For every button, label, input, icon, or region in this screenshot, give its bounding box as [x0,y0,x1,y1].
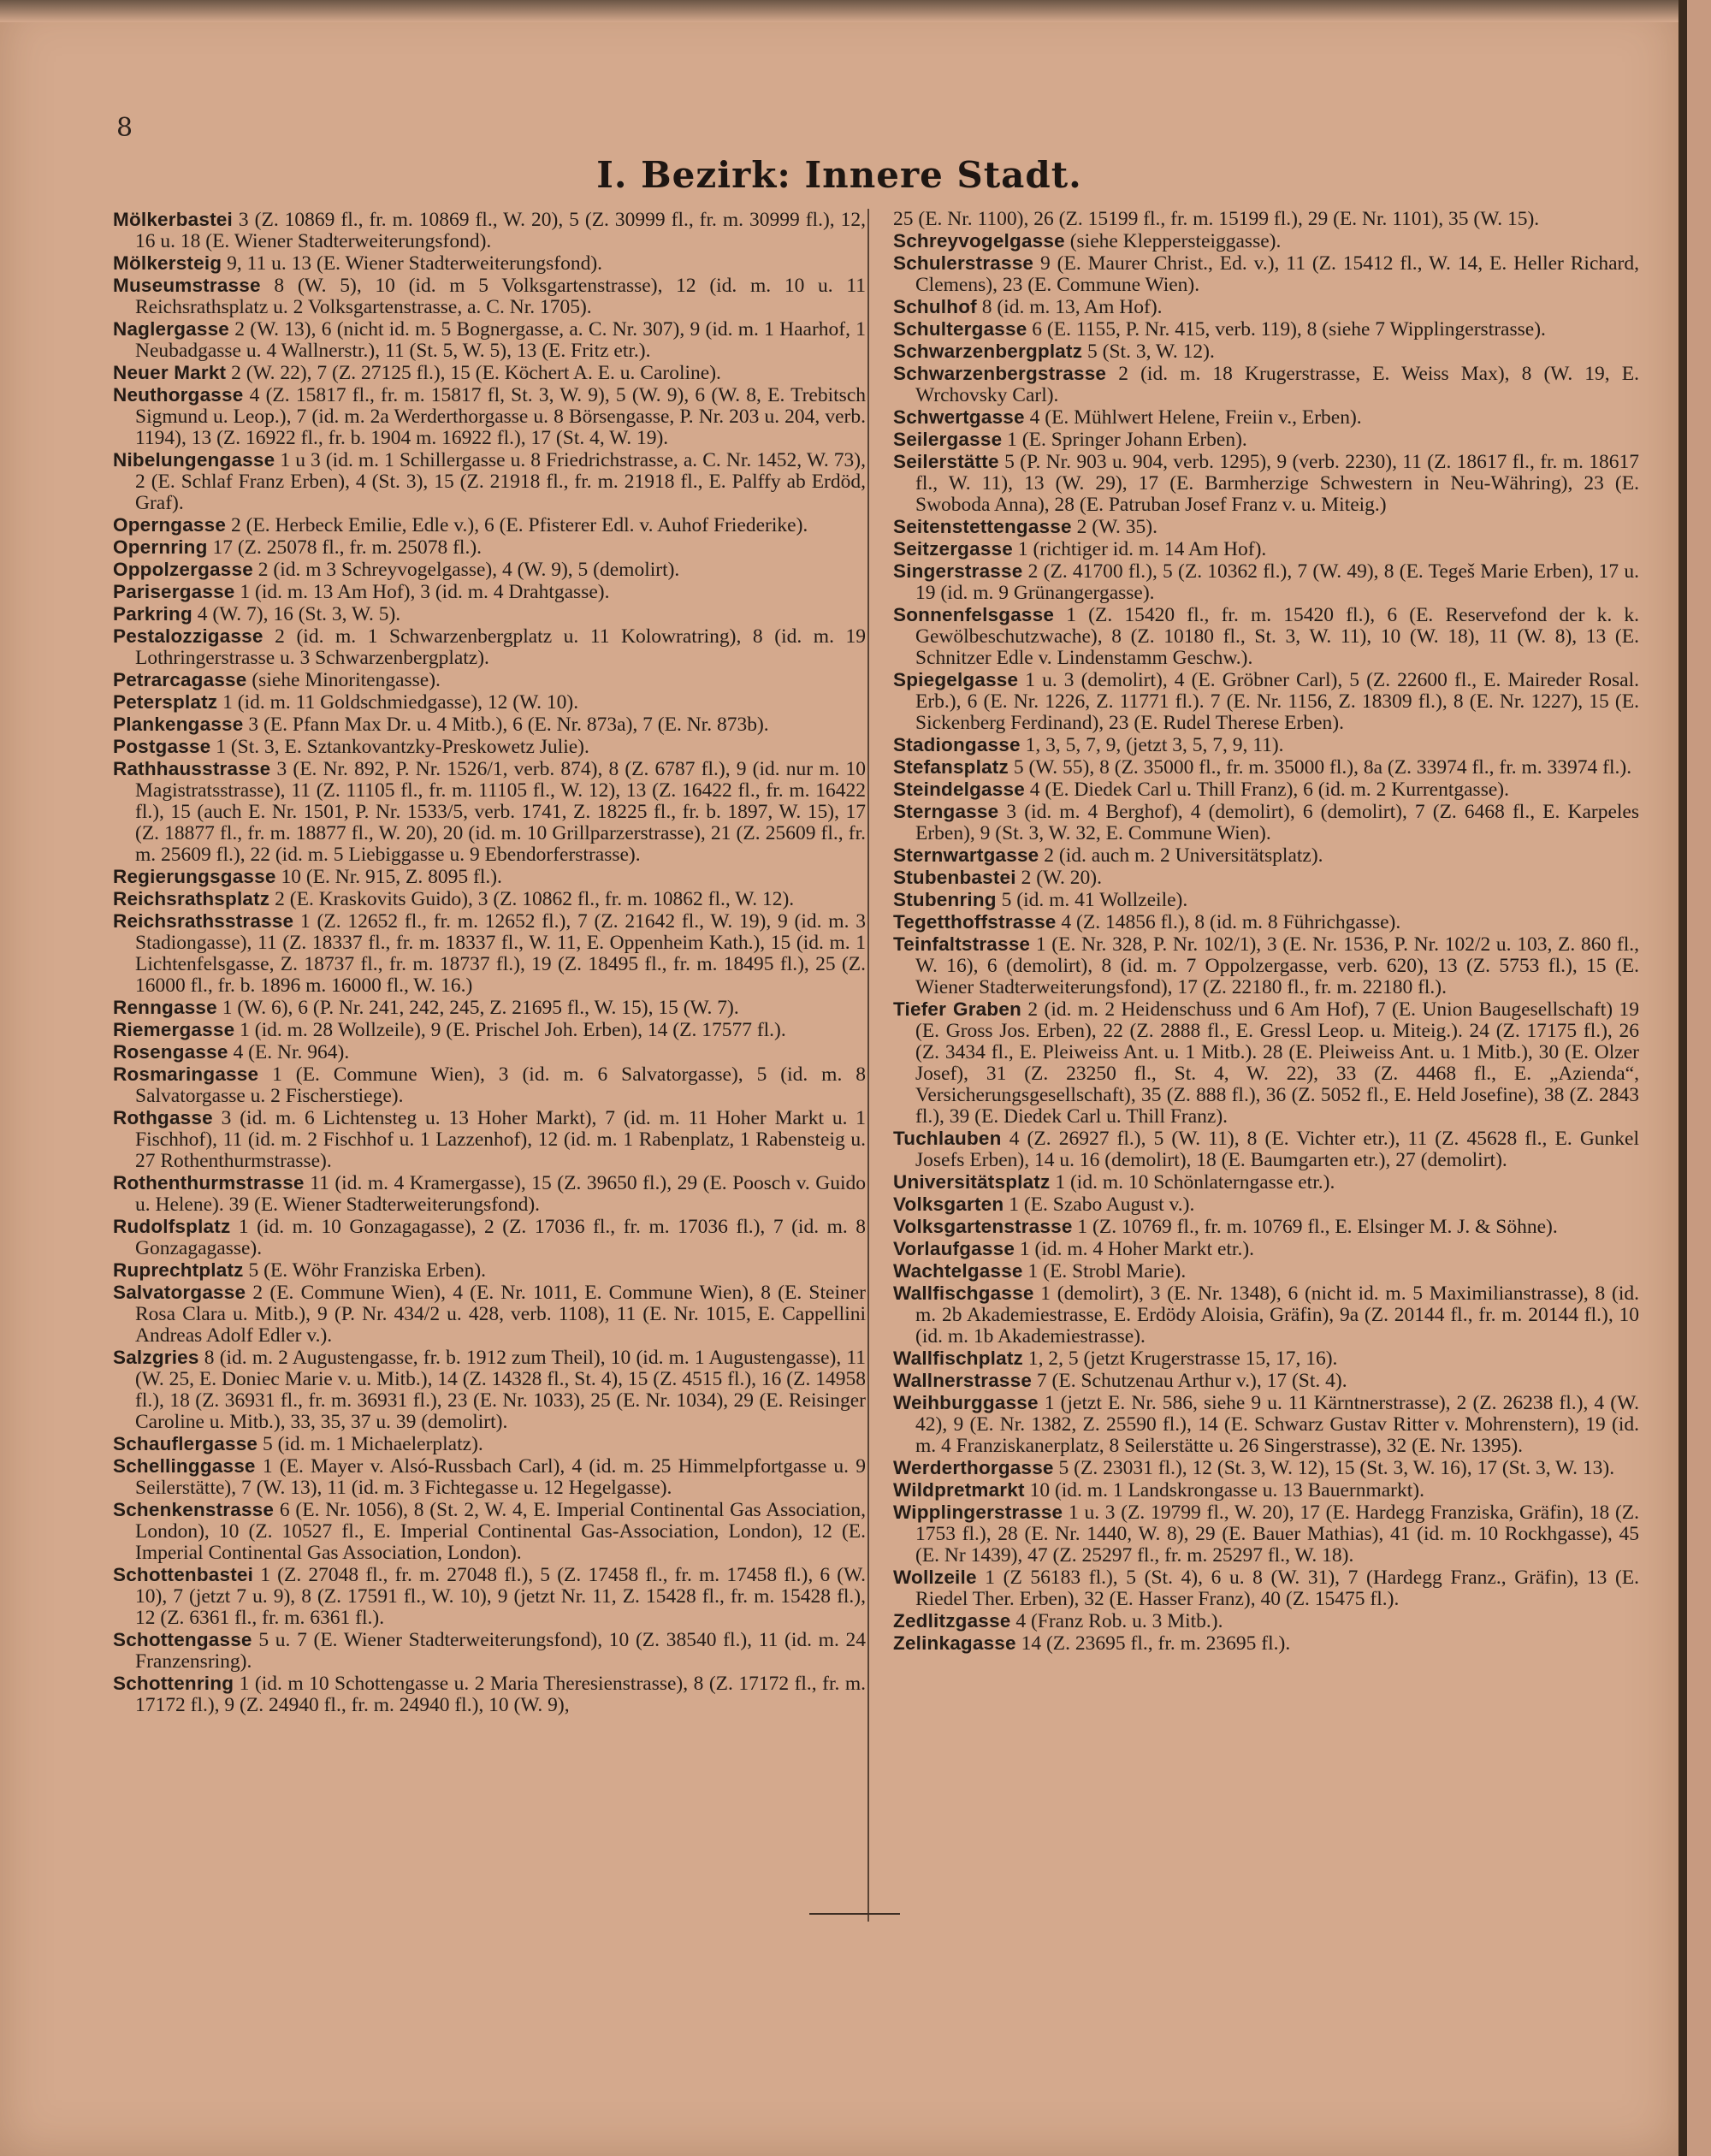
street-entry [893,1502,1639,1567]
street-entry [113,275,866,318]
street-details: 17 (Z. 25078 fl., fr. m. 25078 fl.). [212,536,483,559]
street-details: 2 (id. auch m. 2 Universitätsplatz). [1044,844,1323,867]
street-details: 1 (Z. 15420 fl., fr. m. 15420 fl.), 6 (E. Reservefond der k. k. Gewölbeschutzwache), 8 (Z. 10180 fl., St. 3, W. 11), 10 (W. 18), 11 (W. 8), 13 (E. Schnitzer Edle v. Lindenstamm Geschw.). [915,604,1639,669]
street-details: 4 (E. Diedek Carl u. Thill Franz), 6 (id. m. 2 Kurrentgasse). [1029,779,1509,801]
street-details: 1 u 3 (id. m. 1 Schillergasse u. 8 Friedrichstrasse, a. C. Nr. 1452, W. 73), 2 (E. Schlaf Franz Erben), 4 (St. 3), 15 (Z. 21918 fl., fr. m. 21918 fl., E. Palffy ab Erdöd, Graf). [135,449,866,514]
street-entry [893,1392,1639,1457]
street-entry [893,363,1639,406]
street-name: Schottengasse [113,1629,252,1650]
street-details: (siehe Minoritengasse). [252,669,441,691]
street-details: 3 (E. Pfann Max Dr. u. 4 Mitb.), 6 (E. Nr. 873a), 7 (E. Nr. 873b). [248,714,769,736]
street-entry [893,1567,1639,1610]
street-details: 1 (Z 56183 fl.), 5 (St. 4), 6 u. 8 (W. 31), 7 (Hardegg Franz., Gräfin), 13 (E. Riedel Ther. Erben), 32 (E. Hasser Franz), 40 (Z. 15475 fl.). [915,1567,1639,1610]
street-details: 1 (id. m. 4 Hoher Markt etr.). [1019,1238,1255,1260]
street-name: Seilergasse [893,429,1003,450]
street-name: Rosmaringasse [113,1063,259,1085]
street-entry [893,1171,1639,1194]
page-top-shadow [0,0,1678,22]
street-name: Teinfaltstrasse [893,933,1031,955]
street-details: 2 (Z. 41700 fl.), 5 (Z. 10362 fl.), 7 (W. 49), 8 (E. Tegeš Marie Erben), 17 u. 19 (id. m. 9 Grünangergasse). [915,560,1640,604]
street-name: Salvatorgasse [113,1282,246,1303]
street-entry [113,866,866,888]
street-entry [113,1433,866,1455]
street-details: 1 (E. Mayer v. Alsó-Russbach Carl), 4 (id. m. 25 Himmelpfortgasse u. 9 Seilerstätte), 7 (W. 13), 11 (id. m. 3 Fichtegasse u. 12 Hegelgasse). [135,1455,866,1499]
street-details: 9, 11 u. 13 (E. Wiener Stadterweiterungsfond). [227,252,603,275]
street-details: 3 (id. m. 6 Lichtensteg u. 13 Hoher Markt), 7 (id. m. 11 Hoher Markt u. 1 Fischhof), 11 (id. m. 2 Fischhof u. 1 Lazzenhof), 12 (id. m. 1 Rabenplatz, 1 Rabensteig u. 27 Rothenthurmstrasse). [135,1107,867,1172]
street-name: Zelinkagasse [893,1632,1016,1654]
street-name: Neuer Markt [113,362,227,383]
street-entry [113,888,866,910]
street-details: 2 (E. Kraskovits Guido), 3 (Z. 10862 fl., fr. m. 10862 fl., W. 12). [275,888,795,910]
street-entry [113,758,866,866]
street-name: Opernring [113,536,208,558]
street-details: 8 (id. m. 2 Augustengasse, fr. b. 1912 zum Theil), 10 (id. m. 1 Augustengasse), 11 (W. 25, E. Doniec Marie v. u. Mitb.), 14 (Z. 14328 fl., St. 4), 15 (Z. 4515 fl.), 16 (Z. 14958 fl.), 18 (Z. 36931 fl., fr. m. 36931 fl.), 23 (E. Nr. 1033), 25 (E. Nr. 1034), 29 (E. Reisinger Caroline u. Mitb.), 33, 35, 37 u. 39 (demolirt). [135,1347,867,1433]
street-name: Sterngasse [893,801,999,822]
street-entry [893,406,1639,429]
street-name: Ruprechtplatz [113,1259,244,1281]
street-entry [113,514,866,536]
street-entry [893,604,1639,669]
street-name: Vorlaufgasse [893,1238,1015,1259]
street-name: Mölkerbastei [113,209,233,230]
street-details: 10 (E. Nr. 915, Z. 8095 fl.). [281,866,502,888]
street-details: 5 (id. m. 41 Wollzeile). [1001,889,1188,911]
street-entry [893,230,1639,252]
street-entry [113,1499,866,1564]
right-column [893,209,1639,1655]
street-details: 6 (E. 1155, P. Nr. 415, verb. 119), 8 (siehe 7 Wipplingerstrasse). [1032,318,1546,341]
street-entry [113,209,866,252]
street-details: 5 (Z. 23031 fl.), 12 (St. 3, W. 12), 15 (St. 3, W. 16), 17 (St. 3, W. 13). [1058,1457,1615,1479]
street-details: 2 (W. 22), 7 (Z. 27125 fl.), 15 (E. Köchert A. E. u. Caroline). [231,362,721,384]
street-details: 2 (W. 20). [1021,867,1102,889]
street-entry [893,1238,1639,1260]
street-details: 1 u. 3 (demolirt), 4 (E. Gröbner Carl), 5 (Z. 22600 fl., E. Maireder Rosal. Erb.), 6 (E. Nr. 1226, Z. 11771 fl.). 7 (E. Nr. 1156, Z. 18309 fl.), 8 (E. Nr. 1227), 15 (E. Sickenberg Ferdinand), 23 (E. Rudel Therese Erben). [915,669,1640,734]
street-name: Petersplatz [113,691,218,713]
street-details: 4 (W. 7), 16 (St. 3, W. 5). [197,603,401,625]
street-details: 1 (E. Nr. 328, P. Nr. 102/1), 3 (E. Nr. 1536, P. Nr. 102/2 u. 103, Z. 860 fl., W. 16), 6 (demolirt), 8 (id. m. 7 Oppolzergasse, verb. 620), 13 (Z. 5753 fl.), 15 (E. Wiener Stadterweiterungsfond), 17 (Z. 22180 fl., fr. m. 22180 fl.). [915,933,1639,998]
street-entry [893,1370,1639,1392]
street-details: 1 (Z. 10769 fl., fr. m. 10769 fl., E. Elsinger M. J. & Söhne). [1077,1216,1558,1238]
street-details: 9 (E. Maurer Christ., Ed. v.), 11 (Z. 15412 fl., W. 14, E. Heller Richard, Clemens), 23 (E. Commune Wien). [915,252,1639,296]
street-name: Museumstrasse [113,275,261,296]
street-name: Stubenbastei [893,867,1016,888]
street-details: 5 u. 7 (E. Wiener Stadterweiterungsfond), 10 (Z. 38540 fl.), 11 (id. m. 24 Franzensring). [135,1629,867,1673]
street-name: Rudolfsplatz [113,1216,231,1237]
street-name: Volksgartenstrasse [893,1216,1073,1237]
street-name: Spiegelgasse [893,669,1019,690]
street-details: 1 (St. 3, E. Sztankovantzky-Preskowetz Julie). [216,736,589,758]
street-name: Operngasse [113,514,227,536]
street-name: Zedlitzgasse [893,1610,1011,1632]
street-entry [113,1063,866,1107]
street-name: Steindelgasse [893,779,1025,800]
street-entry [893,451,1639,516]
street-entry [113,1455,866,1499]
street-name: Sonnenfelsgasse [893,604,1055,625]
street-details: 1 (Z. 27048 fl., fr. m. 27048 fl.), 5 (Z. 17458 fl., fr. m. 17458 fl.), 6 (W. 10), 7 (jetzt 7 u. 9), 8 (Z. 17591 fl., W. 10), 9 (jetzt Nr. 11, Z. 15428 fl., fr. m. 15428 fl.), 12 (Z. 6361 fl., fr. m. 6361 fl.). [135,1564,866,1629]
street-entry [893,318,1639,341]
street-entry [893,429,1639,451]
street-name: Tegetthoffstrasse [893,911,1057,933]
street-entry [113,603,866,625]
street-details: 3 (E. Nr. 892, P. Nr. 1526/1, verb. 874), 8 (Z. 6787 fl.), 9 (id. nur m. 10 Magistratsstrasse), 11 (Z. 11105 fl., fr. m. 11105 fl., W. 12), 13 (Z. 16422 fl., fr. m. 16422 fl.), 15 (auch E. Nr. 1501, P. Nr. 1533/5, verb. 1741, Z. 18225 fl., fr. b. 1897, W. 15), 17 (Z. 18877 fl., fr. m. 18877 fl., W. 20), 20 (id. m. 10 Grillparzerstrasse), 21 (Z. 25609 fl., fr. m. 25609 fl.), 22 (id. m. 5 Liebiggasse u. 9 Ebendorferstrasse). [135,758,867,866]
street-name: Postgasse [113,736,211,757]
street-name: Schulerstrasse [893,252,1034,274]
street-name: Stefansplatz [893,756,1009,778]
street-entry [113,252,866,275]
book-gutter [1678,0,1687,2156]
street-name: Plankengasse [113,714,244,735]
street-entry [893,1260,1639,1282]
street-details: 1, 2, 5 (jetzt Krugerstrasse 15, 17, 16). [1027,1348,1338,1370]
street-details: 1 (id. m. 10 Schönlaterngasse etr.). [1055,1171,1335,1194]
street-details: 14 (Z. 23695 fl., fr. m. 23695 fl.). [1021,1632,1291,1655]
street-details: 2 (id. m. 18 Krugerstrasse, E. Weiss Max), 8 (W. 19, E. Wrchovsky Carl). [915,363,1640,406]
street-entry [893,252,1639,296]
street-name: Nibelungengasse [113,449,275,471]
street-details: 4 (E. Mühlwert Helene, Freiin v., Erben). [1029,406,1362,429]
street-name: Schwarzenbergplatz [893,341,1083,362]
street-details: 6 (E. Nr. 1056), 8 (St. 2, W. 4, E. Imperial Continental Gas Association, London), 10 (Z. 10527 fl., E. Imperial Continental Gas-Association, London), 12 (E. Imperial Continental Gas Association, London). [135,1499,866,1564]
street-details: 4 (Franz Rob. u. 3 Mitb.). [1015,1610,1223,1632]
street-name: Tiefer Graben [893,998,1021,1020]
street-details: 4 (Z. 14856 fl.), 8 (id. m. 8 Führichgasse). [1061,911,1401,933]
street-entry [893,538,1639,560]
street-entry [113,449,866,514]
street-name: Seilerstätte [893,451,999,472]
street-name: Stubenring [893,889,997,910]
street-entry [113,714,866,736]
street-entry [893,867,1639,889]
street-entry [113,625,866,669]
street-entry [893,844,1639,867]
end-rule [809,1913,900,1915]
street-name: Schellinggasse [113,1455,256,1477]
street-entry [113,691,866,714]
street-name: Naglergasse [113,318,230,340]
street-details: 5 (E. Wöhr Franziska Erben). [248,1259,487,1282]
street-entry [893,1216,1639,1238]
street-details: 1 (id. m. 11 Goldschmiedgasse), 12 (W. 10). [222,691,579,714]
street-name: Wildpretmarkt [893,1479,1025,1501]
street-name: Parkring [113,603,192,625]
street-name: Renngasse [113,997,217,1018]
street-entry [893,734,1639,756]
page-number: 8 [116,113,133,143]
street-name: Regierungsgasse [113,866,276,887]
street-details: 4 (Z. 26927 fl.), 5 (W. 11), 8 (E. Vichter etr.), 11 (Z. 45628 fl., E. Gunkel Josefs Erben), 14 u. 16 (demolirt), 18 (E. Baumgarten etr.), 27 (demolirt). [915,1128,1639,1171]
street-entry [893,801,1639,844]
street-entry [113,581,866,603]
street-details: 1 (E. Springer Johann Erben). [1007,429,1247,451]
street-name: Volksgarten [893,1194,1004,1215]
street-entry [113,910,866,997]
street-entry [113,1259,866,1282]
street-name: Schauflergasse [113,1433,258,1454]
street-entry [113,1019,866,1041]
street-name: Riemergasse [113,1019,235,1040]
street-entry [893,1282,1639,1348]
street-name: Wipplingerstrasse [893,1502,1063,1523]
street-name: Neuthorgasse [113,384,244,406]
street-name: Stadiongasse [893,734,1021,755]
street-name: Tuchlauben [893,1128,1002,1149]
street-entry [893,933,1639,998]
street-entry [113,736,866,758]
street-name: Parisergasse [113,581,235,602]
street-details: 3 (id. m. 4 Berghof), 4 (demolirt), 6 (demolirt), 7 (Z. 6468 fl., E. Karpeles Erben), 9 (St. 3, W. 32, E. Commune Wien). [915,801,1639,844]
street-details: 10 (id. m. 1 Landskrongasse u. 13 Bauernmarkt). [1029,1479,1424,1502]
street-details: 1 (id. m. 10 Gonzagagasse), 2 (Z. 17036 fl., fr. m. 17036 fl.), 7 (id. m. 8 Gonzagagasse). [135,1216,866,1259]
street-entry [893,209,1639,230]
left-column [113,209,866,1716]
street-entry [113,1107,866,1172]
street-details: 1 (E. Strobl Marie). [1027,1260,1187,1282]
street-details: 1 (id. m. 28 Wollzeile), 9 (E. Prischel Joh. Erben), 14 (Z. 17577 fl.). [240,1019,786,1041]
street-details: 2 (W. 35). [1076,516,1157,538]
street-name: Schwertgasse [893,406,1025,428]
street-entry [893,1128,1639,1171]
street-entry [893,889,1639,911]
street-details: 2 (id. m. 1 Schwarzenbergplatz u. 11 Kolowratring), 8 (id. m. 19 Lothringerstrasse u. 3 Schwarzenbergplatz). [135,625,866,669]
street-entry [893,1610,1639,1632]
street-entry [893,1457,1639,1479]
street-entry [113,362,866,384]
street-name: Schwarzenbergstrasse [893,363,1107,384]
adjacent-page-edge [1687,0,1711,2156]
street-entry [113,1216,866,1259]
street-details: 1 (E. Szabo August v.). [1009,1194,1195,1216]
street-details: 3 (Z. 10869 fl., fr. m. 10869 fl., W. 20), 5 (Z. 30999 fl., fr. m. 30999 fl.), 12, 16 u. 18 (E. Wiener Stadterweiterungsfond). [135,209,866,252]
street-details: 25 (E. Nr. 1100), 26 (Z. 15199 fl., fr. m. 15199 fl.), 29 (E. Nr. 1101), 35 (W. 15). [893,208,1540,230]
street-name: Salzgries [113,1347,199,1368]
street-name: Wallfischgasse [893,1282,1034,1304]
street-entry [893,560,1639,604]
street-name: Rothenthurmstrasse [113,1172,305,1194]
street-details: 2 (E. Herbeck Emilie, Edle v.), 6 (E. Pfisterer Edl. v. Auhof Friederike). [230,514,808,536]
street-entry [893,296,1639,318]
street-entry [893,516,1639,538]
street-name: Oppolzergasse [113,559,253,580]
street-name: Seitenstettengasse [893,516,1072,537]
street-name: Rothgasse [113,1107,213,1128]
street-entry [893,998,1639,1128]
street-entry [113,1041,866,1063]
street-name: Weihburggasse [893,1392,1039,1413]
street-details: 5 (St. 3, W. 12). [1087,341,1215,363]
street-name: Seitzergasse [893,538,1013,560]
street-name: Reichsrathsstrasse [113,910,294,932]
street-details: 2 (id. m. 2 Heidenschuss und 6 Am Hof), 7 (E. Union Baugesellschaft) 19 (E. Gross Jos. Erben), 22 (Z. 2888 fl., E. Gressl Leop. u. Miteig.). 24 (Z. 17175 fl.), 26 (Z. 3434 fl., E. Pleiweiss Ant. u. 1 Mitb.). 28 (E. Pleiweiss Ant. u. 1 Mitb.), 30 (E. Olzer Josef), 31 (Z. 23250 fl., St. 4, W. 22), 33 (Z. 4468 fl., E. „Azienda“, Versicherungsgesellschaft), 35 (Z. 888 fl.), 36 (Z. 5052 fl., E. Held Josefine), 38 (Z. 2843 fl.), 39 (E. Diedek Carl u. Thill Franz). [915,998,1640,1128]
page-title: I. Bezirk: Innere Stadt. [596,154,1082,196]
street-name: Petrarcagasse [113,669,247,690]
street-details: 1, 3, 5, 7, 9, (jetzt 3, 5, 7, 9, 11). [1025,734,1284,756]
street-name: Schenkenstrasse [113,1499,275,1520]
street-name: Wallnerstrasse [893,1370,1033,1391]
street-entry [113,318,866,362]
street-entry [893,1194,1639,1216]
street-name: Universitätsplatz [893,1171,1051,1193]
street-entry [113,1172,866,1216]
street-details: 4 (E. Nr. 964). [233,1041,350,1063]
street-entry [113,1564,866,1629]
street-entry [893,1479,1639,1502]
street-name: Wallfischplatz [893,1348,1023,1369]
street-entry [113,536,866,559]
street-entry [113,559,866,581]
street-details: 1 u. 3 (Z. 19799 fl., W. 20), 17 (E. Hardegg Franziska, Gräfin), 18 (Z. 1753 fl.), 28 (E. Nr. 1440, W. 8), 29 (E. Bauer Mathias), 41 (id. m. 10 Rockhgasse), 45 (E. Nr 1439), 47 (Z. 25297 fl., fr. m. 25297 fl., W. 18). [915,1502,1639,1567]
street-details: 1 (jetzt E. Nr. 586, siehe 9 u. 11 Kärntnerstrasse), 2 (Z. 26238 fl.), 4 (W. 42), 9 (E. Nr. 1382, Z. 25590 fl.), 14 (E. Schwarz Gustav Ritter v. Mohrenstern), 19 (id. m. 4 Franziskanerplatz, 8 Seilerstätte u. 26 Singerstrasse), 32 (E. Nr. 1395). [915,1392,1639,1457]
street-details: 2 (E. Commune Wien), 4 (E. Nr. 1011, E. Commune Wien), 8 (E. Steiner Rosa Clara u. Mitb.), 9 (P. Nr. 434/2 u. 428, verb. 1108), 11 (E. Nr. 1015, E. Cappellini Andreas Adolf Edler v.). [135,1282,866,1347]
street-entry [113,1282,866,1347]
street-details: 1 (demolirt), 3 (E. Nr. 1348), 6 (nicht id. m. 5 Maximilianstrasse), 8 (id. m. 2b Akademiestrasse, E. Erdödy Aloisia, Gräfin), 9a (Z. 20144 fl., fr. m. 20144 fl.), 10 (id. m. 1b Akademiestrasse). [915,1282,1640,1348]
street-details: 2 (id. m 3 Schreyvogelgasse), 4 (W. 9), 5 (demolirt). [258,559,680,581]
street-entry [113,669,866,691]
street-details: 1 (id. m. 13 Am Hof), 3 (id. m. 4 Drahtgasse). [240,581,610,603]
street-entry [893,1348,1639,1370]
street-entry [893,1632,1639,1655]
street-name: Mölkersteig [113,252,222,274]
street-details: 8 (W. 5), 10 (id. m 5 Volksgartenstrasse), 12 (id. m. 10 u. 11 Reichsrathsplatz u. 2 Volksgartenstrasse, a. C. Nr. 1705). [135,275,866,318]
street-entry [893,779,1639,801]
street-details: 1 (id. m 10 Schottengasse u. 2 Maria Theresienstrasse), 8 (Z. 17172 fl., fr. m. 17172 fl.), 9 (Z. 24940 fl., fr. m. 24940 fl.), 10 (W. 9), [135,1673,866,1716]
street-name: Rathhausstrasse [113,758,271,779]
street-details: 11 (id. m. 4 Kramergasse), 15 (Z. 39650 fl.), 29 (E. Poosch v. Guido u. Helene). 39 (E. Wiener Stadterweiterungsfond). [135,1172,866,1216]
street-entry [893,911,1639,933]
street-details: 5 (W. 55), 8 (Z. 35000 fl., fr. m. 35000 fl.), 8a (Z. 33974 fl., fr. m. 33974 fl.). [1013,756,1632,779]
street-details: 8 (id. m. 13, Am Hof). [981,296,1163,318]
street-details: 5 (P. Nr. 903 u. 904, verb. 1295), 9 (verb. 2230), 11 (Z. 18617 fl., fr. m. 18617 fl., W. 11), 13 (W. 29), 17 (E. Barmherzige Schwestern in Neu-Währing), 23 (E. Swoboda Anna), 28 (E. Patruban Josef Franz v. u. Miteig.) [915,451,1640,516]
street-name: Pestalozzigasse [113,625,263,647]
street-entry [113,1347,866,1433]
street-entry [893,669,1639,734]
street-details: 1 (richtiger id. m. 14 Am Hof). [1017,538,1267,560]
street-entry [893,341,1639,363]
street-entry [893,756,1639,779]
street-name: Rosengasse [113,1041,228,1063]
street-name: Reichsrathsplatz [113,888,270,909]
street-name: Schottenbastei [113,1564,254,1585]
column-divider [867,209,869,1922]
street-details: (siehe Kleppersteiggasse). [1069,230,1282,252]
street-details: 1 (Z. 12652 fl., fr. m. 12652 fl.), 7 (Z. 21642 fl., W. 19), 9 (id. m. 3 Stadiongasse), 11 (Z. 18337 fl., fr. m. 18337 fl., W. 11, E. Oppenheim Kath.), 15 (id. m. 1 Lichtenfelsgasse, Z. 18737 fl., fr. m. 18737 fl.), 19 (Z. 18495 fl., fr. m. 18495 fl.), 25 (Z. 16000 fl., fr. b. 1896 m. 16000 fl., W. 16.) [135,910,866,997]
street-details: 4 (Z. 15817 fl., fr. m. 15817 fl, St. 3, W. 9), 5 (W. 9), 6 (W. 8, E. Trebitsch Sigmund u. Leop.), 7 (id. m. 2a Werderthorgasse u. 8 Börsengasse, P. Nr. 203 u. 204, verb. 1194), 13 (Z. 16922 fl., fr. b. 1904 m. 16922 fl.), 17 (St. 4, W. 19). [135,384,866,449]
street-name: Wollzeile [893,1567,977,1588]
street-name: Schultergasse [893,318,1027,340]
street-entry [113,997,866,1019]
street-name: Schottenring [113,1673,234,1694]
street-entry [113,1673,866,1716]
street-name: Singerstrasse [893,560,1023,582]
street-details: 2 (W. 13), 6 (nicht id. m. 5 Bognergasse, a. C. Nr. 307), 9 (id. m. 1 Haarhof, 1 Neubadgasse u. 4 Wallnerstr.), 11 (St. 5, W. 5), 13 (E. Fritz etr.). [135,318,866,362]
street-name: Werderthorgasse [893,1457,1054,1478]
street-details: 1 (E. Commune Wien), 3 (id. m. 6 Salvatorgasse), 5 (id. m. 8 Salvatorgasse u. 2 Fischerstiege). [135,1063,867,1107]
street-details: 7 (E. Schutzenau Arthur v.), 17 (St. 4). [1036,1370,1347,1392]
street-name: Wachtelgasse [893,1260,1023,1282]
street-name: Schulhof [893,296,977,317]
street-entry [113,384,866,449]
street-name: Schreyvogelgasse [893,230,1065,252]
street-details: 5 (id. m. 1 Michaelerplatz). [263,1433,483,1455]
street-details: 1 (W. 6), 6 (P. Nr. 241, 242, 245, Z. 21695 fl., W. 15), 15 (W. 7). [222,997,739,1019]
street-entry [113,1629,866,1673]
street-name: Sternwartgasse [893,844,1039,866]
